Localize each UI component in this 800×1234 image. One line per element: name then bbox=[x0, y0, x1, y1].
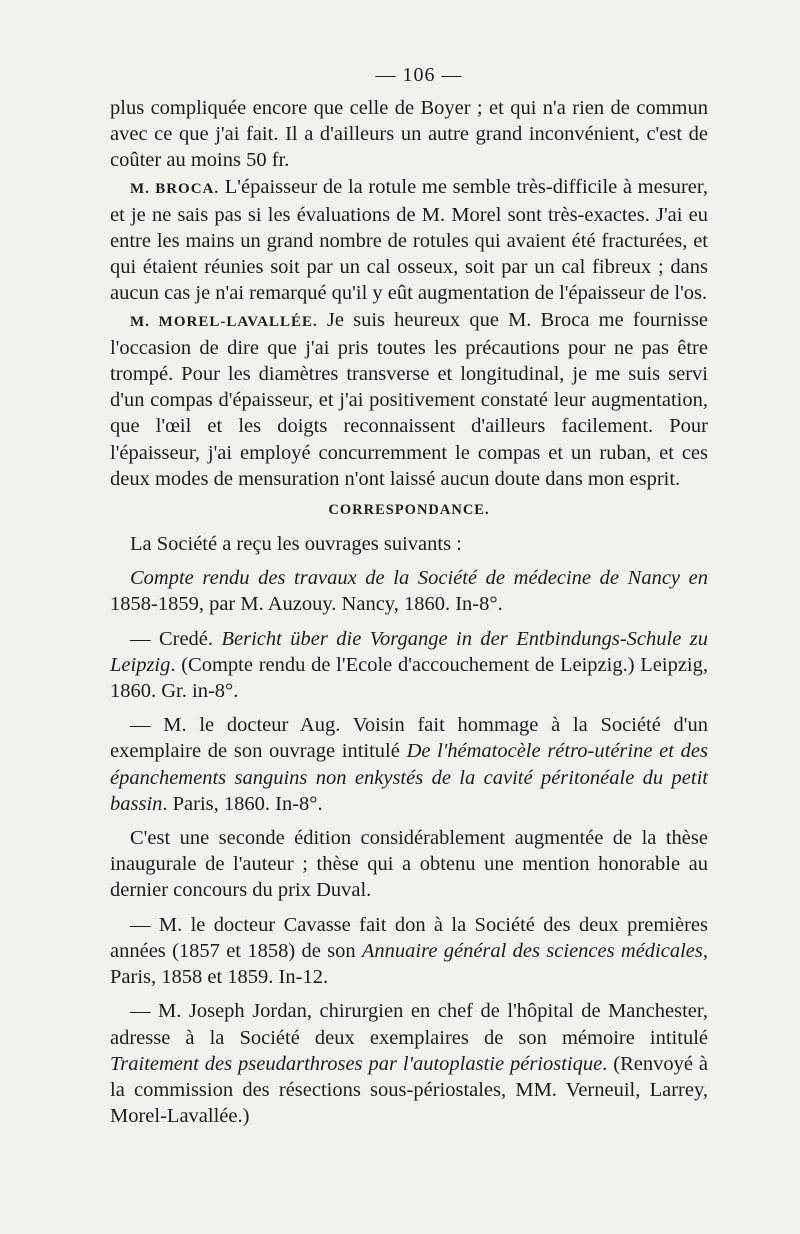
item-text: . Paris, 1860. In-8°. bbox=[162, 792, 323, 815]
item-text: . (Compte rendu de l'Ecole d'accouchement de Leipzig.) Leipzig, 1860. Gr. in-8°. bbox=[110, 653, 708, 703]
correspondence-intro: La Société a reçu les ouvrages suivants : bbox=[130, 533, 462, 556]
work-title: Traitement des pseudarthroses par l'autoplastie périostique bbox=[110, 1052, 603, 1075]
speaker-name: M. BROCA. bbox=[130, 180, 220, 197]
correspondence-note: C'est une seconde édition considérablement augmentée de la thèse inaugurale de l'auteur ; thèse qui a obtenu une mention honorable au dernier concours du prix Duval. bbox=[110, 827, 708, 902]
item-text: — M. le docteur Aug. Voisin fait hommage à la Société d'un exemplaire de son ouvrage intitulé bbox=[110, 714, 708, 763]
paragraph-morel-lavallee bbox=[110, 307, 708, 492]
work-title: De l'hématocèle rétro-utérine et des épanchements sanguins non enkystés de la cavité péritonéale du petit bassin bbox=[110, 740, 708, 815]
work-title: Bericht über die Vorgange in der Entbindungs-Schule zu Leipzig bbox=[110, 627, 708, 676]
paragraph-text: plus compliquée encore que celle de Boyer ; et qui n'a rien de commun avec ce que j'ai fait. Il a d'ailleurs un autre grand inconvénient, c'est de coûter au moins 50 fr. bbox=[110, 97, 708, 172]
item-text: , Paris, 1858 et 1859. In-12. bbox=[110, 939, 708, 989]
work-title: Annuaire général des sciences médicales bbox=[361, 939, 703, 962]
item-text: . (Renvoyé à la commission des résections sous-périostales, MM. Verneuil, Larrey, Morel-Lavallée.) bbox=[110, 1052, 709, 1128]
paragraph-text: Je suis heureux que M. Broca me fournisse l'occasion de dire que j'ai pris toutes les précautions pour ne pas être trompé. Pour les diamètres transverse et longitudinal, je me suis servi d'un compas d'épaisseur, et j'ai positivement constaté leur augmentation, que l'œil et les doigts reconnaissent d'ailleurs facilement. Pour l'épaisseur, j'ai employé concurremment le compas et un ruban, et ces deux modes de mensuration n'ont laissé aucun doute dans mon esprit. bbox=[110, 308, 708, 490]
correspondence-item bbox=[110, 998, 708, 1129]
item-text: — M. le docteur Cavasse fait don à la Société des deux premières années (1857 et 1858) de son bbox=[110, 913, 708, 962]
correspondence-item bbox=[110, 712, 708, 817]
work-title: Compte rendu des travaux de la Société de médecine de Nancy en bbox=[130, 567, 708, 590]
document-page bbox=[110, 64, 708, 1129]
item-text: 1858-1859, par M. Auzouy. Nancy, 1860. In-8°. bbox=[110, 593, 503, 616]
paragraph-broca bbox=[110, 174, 708, 307]
paragraph-boyer bbox=[110, 95, 708, 174]
correspondence-item bbox=[110, 565, 708, 617]
page-number: — 106 — bbox=[375, 64, 463, 86]
paragraph-text: L'épaisseur de la rotule me semble très-difficile à mesurer, et je ne sais pas si les évaluations de M. Morel sont très-exactes. J'ai eu entre les mains un grand nombre de rotules qui avaient été fracturées, et qui étaient réunies soit par un cal osseux, soit par un cal fibreux ; dans aucun cas je n'ai remarqué qu'il y eût augmentation de l'épaisseur de l'os. bbox=[110, 175, 709, 305]
correspondence-item bbox=[110, 912, 708, 991]
item-text: — Credé. bbox=[130, 627, 222, 650]
item-text: — M. Joseph Jordan, chirurgien en chef de l'hôpital de Manchester, adresse à la Société deux exemplaires de son mémoire intitulé bbox=[110, 1000, 708, 1049]
speaker-name: M. MOREL-LAVALLÉE. bbox=[130, 313, 318, 330]
correspondence-item bbox=[110, 626, 708, 705]
section-heading: CORRESPONDANCE. bbox=[328, 502, 490, 519]
